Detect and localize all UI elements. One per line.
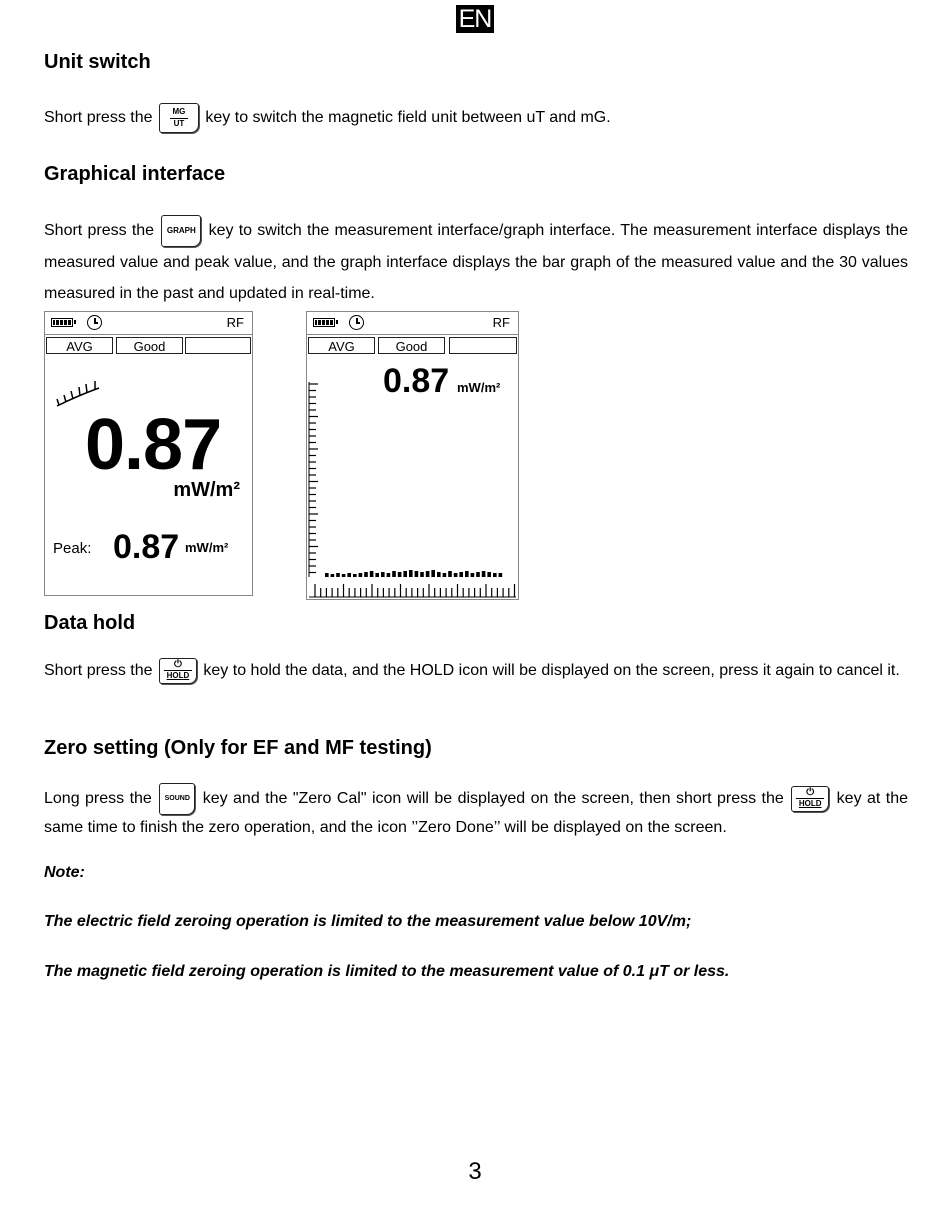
avg-cell: AVG: [308, 337, 375, 354]
history-bar: [336, 573, 340, 577]
battery-icon: [51, 318, 73, 327]
graph-measured-unit: mW/m²: [457, 380, 501, 395]
paragraph-graphical: [44, 215, 908, 309]
hold-key-icon: [159, 658, 197, 684]
history-bar: [359, 573, 363, 577]
text: Short press the: [44, 662, 153, 680]
graph-measured-value: 0.87: [383, 362, 450, 400]
history-bar: [381, 572, 385, 577]
measured-unit: mW/m²: [173, 479, 240, 501]
peak-unit: mW/m²: [185, 540, 229, 555]
history-bar: [375, 573, 379, 577]
peak-label: Peak:: [53, 540, 92, 557]
bar-graph: [307, 372, 518, 599]
history-bar: [482, 571, 486, 577]
history-bar: [325, 573, 329, 577]
key-label-bottom: UT: [170, 118, 188, 129]
text: key to switch the magnetic field unit between uT and mG.: [205, 109, 611, 126]
graph-interface-screen: [306, 311, 519, 600]
text: key at the same time to finish the zero operation, and the icon ’’Zero Done’’ will be displayed on the screen.: [44, 790, 909, 836]
history-bar: [471, 573, 475, 577]
battery-icon: [313, 318, 335, 327]
history-bar: [437, 572, 441, 577]
history-bar: [476, 572, 480, 577]
history-bar: [364, 572, 368, 577]
history-bar: [499, 573, 503, 577]
heading-graphical-interface: Graphical interface: [44, 163, 226, 185]
heading-data-hold: Data hold: [44, 612, 136, 634]
level-cell: Good: [378, 337, 445, 354]
history-bar: [353, 574, 357, 577]
history-bar: [454, 573, 458, 577]
paragraph-data-hold: [44, 658, 908, 684]
clock-icon: [87, 315, 102, 330]
note-label: Note:: [44, 864, 85, 881]
history-bar: [347, 573, 351, 577]
key-label-top: MG: [172, 106, 186, 116]
history-bar: [398, 572, 402, 577]
mg-ut-key-icon: [159, 103, 199, 133]
note-line-2: The magnetic field zeroing operation is limited to the measurement value of 0.1 μT or less.: [44, 963, 730, 980]
hold-key-icon: [791, 786, 829, 812]
history-bar: [387, 573, 391, 577]
history-bar: [426, 571, 430, 577]
paragraph-unit-switch: [44, 102, 908, 133]
history-bar: [370, 571, 374, 577]
history-bar: [448, 571, 452, 577]
clock-icon: [349, 315, 364, 330]
empty-cell: [185, 337, 251, 354]
level-cell: Good: [116, 337, 183, 354]
heading-zero-setting: Zero setting (Only for EF and MF testing): [44, 737, 432, 759]
history-bar: [431, 570, 435, 577]
text: Long press the: [44, 790, 152, 808]
graph-key-icon: GRAPH: [161, 215, 201, 247]
history-bar: [493, 573, 497, 577]
history-bar: [331, 574, 335, 577]
note-line-1: The electric field zeroing operation is limited to the measurement value below 10V/m;: [44, 913, 692, 930]
text: key to hold the data, and the HOLD icon will be displayed on the screen, press it again to cancel it.: [203, 662, 900, 680]
sound-key-icon: SOUND: [159, 783, 195, 815]
text: Short press the: [44, 109, 153, 126]
mode-label: RF: [226, 315, 244, 330]
history-bar: [465, 571, 469, 577]
power-icon: ⏻: [806, 787, 815, 798]
text: Short press the: [44, 222, 155, 240]
history-bar: [403, 571, 407, 577]
text: key to switch the measurement interface/graph interface. The measurement interface displays the measured value and peak value, and the graph interface displays the bar graph of the measured value and the 30 values measured in the past and updated in real-time.: [44, 222, 909, 302]
paragraph-zero-setting: [44, 783, 908, 840]
measurement-interface-screen: [44, 311, 253, 596]
history-bar: [409, 570, 413, 577]
power-icon: ⏻: [173, 659, 182, 670]
empty-cell: [449, 337, 517, 354]
history-bar: [459, 572, 463, 577]
peak-value: 0.87: [113, 528, 180, 566]
key-label: HOLD: [796, 798, 824, 809]
avg-cell: AVG: [46, 337, 113, 354]
history-bar: [415, 571, 419, 577]
key-label: HOLD: [164, 670, 192, 681]
mode-label: RF: [492, 315, 510, 330]
history-bar: [342, 574, 346, 577]
history-bar: [443, 573, 447, 577]
status-bar: [307, 312, 518, 335]
language-badge: EN: [456, 5, 494, 33]
history-bar: [392, 571, 396, 577]
history-bar: [420, 572, 424, 577]
heading-unit-switch: Unit switch: [44, 51, 151, 73]
history-bar: [487, 572, 491, 577]
page-number: 3: [468, 1158, 482, 1185]
measured-value: 0.87: [85, 405, 222, 485]
status-bar: [45, 312, 252, 335]
text: key and the "Zero Cal" icon will be displayed on the screen, then short press the: [202, 790, 784, 808]
